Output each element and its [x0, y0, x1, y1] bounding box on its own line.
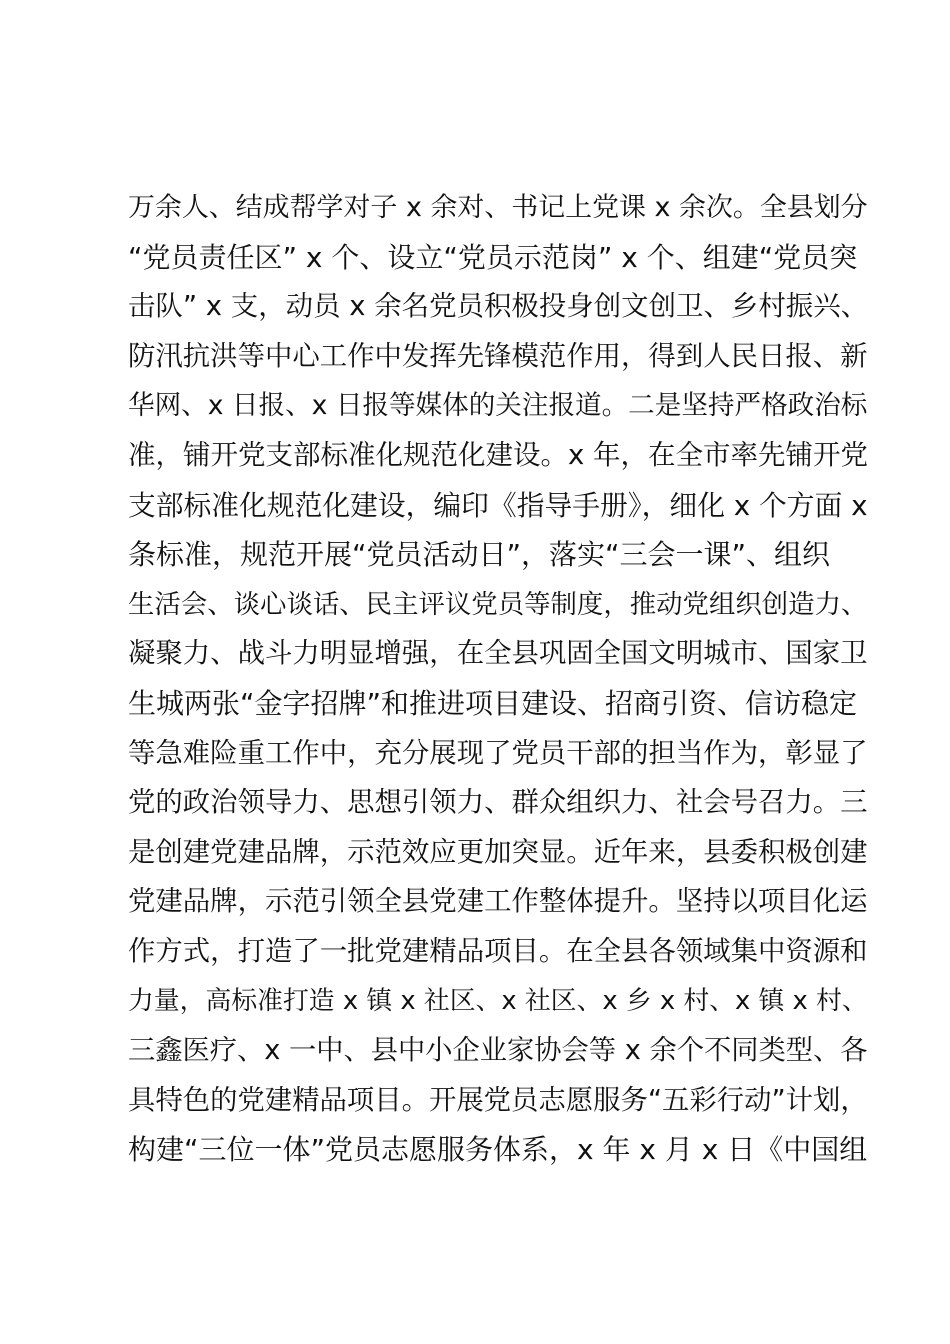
text-line: 生活会、谈心谈话、民主评议党员等制度，推动党组织创造力、	[128, 588, 868, 620]
text-line: 条标准，规范开展“党员活动日”，落实“三会一课”、组织	[128, 538, 831, 572]
text-line: 防汛抗洪等中心工作中发挥先锋模范作用，得到人民日报、新	[128, 340, 868, 372]
body-text	[128, 183, 868, 1175]
text-line: 万余人、结成帮学对子 x 余对、书记上党课 x 余次。全县划分	[128, 192, 868, 223]
text-line: 党的政治领导力、思想引领力、群众组织力、社会号召力。三	[128, 787, 868, 819]
text-line: 击队” x 支，动员 x 余名党员积极投身创文创卫、乡村振兴、	[128, 291, 869, 323]
text-line: “党员责任区” x 个、设立“党员示范岗” x 个、组建“党员突	[128, 240, 858, 274]
text-line: 生城两张“金字招牌”和推进项目建设、招商引资、信访稳定	[128, 686, 858, 720]
text-line: 构建“三位一体”党员志愿服务体系，x 年 x 月 x 日《中国组	[128, 1133, 868, 1167]
text-line: 准，铺开党支部标准化规范化建设。x 年，在全市率先铺开党	[128, 438, 869, 471]
text-line: 具特色的党建精品项目。开展党员志愿服务“五彩行动”计划，	[128, 1084, 868, 1116]
text-line: 作方式，打造了一批党建精品项目。在全县各领域集中资源和	[128, 935, 868, 967]
text-line: 支部标准化规范化建设，编印《指导手册》，细化 x 个方面 x	[128, 488, 868, 522]
text-line: 党建品牌，示范引领全县党建工作整体提升。坚持以项目化运	[128, 886, 868, 918]
text-line: 等急难险重工作中，充分展现了党员干部的担当作为，彰显了	[128, 737, 868, 769]
text-line: 华网、x 日报、x 日报等媒体的关注报道。二是坚持严格政治标	[128, 390, 868, 422]
text-line: 凝聚力、战斗力明显增强，在全县巩固全国文明城市、国家卫	[128, 638, 868, 670]
text-line: 力量，高标准打造 x 镇 x 社区、x 社区、x 乡 x 村、x 镇 x 村、	[128, 985, 868, 1016]
text-line: 三鑫医疗、x 一中、县中小企业家协会等 x 余个不同类型、各	[128, 1035, 868, 1067]
text-line: 是创建党建品牌，示范效应更加突显。近年来，县委积极创建	[128, 836, 868, 868]
